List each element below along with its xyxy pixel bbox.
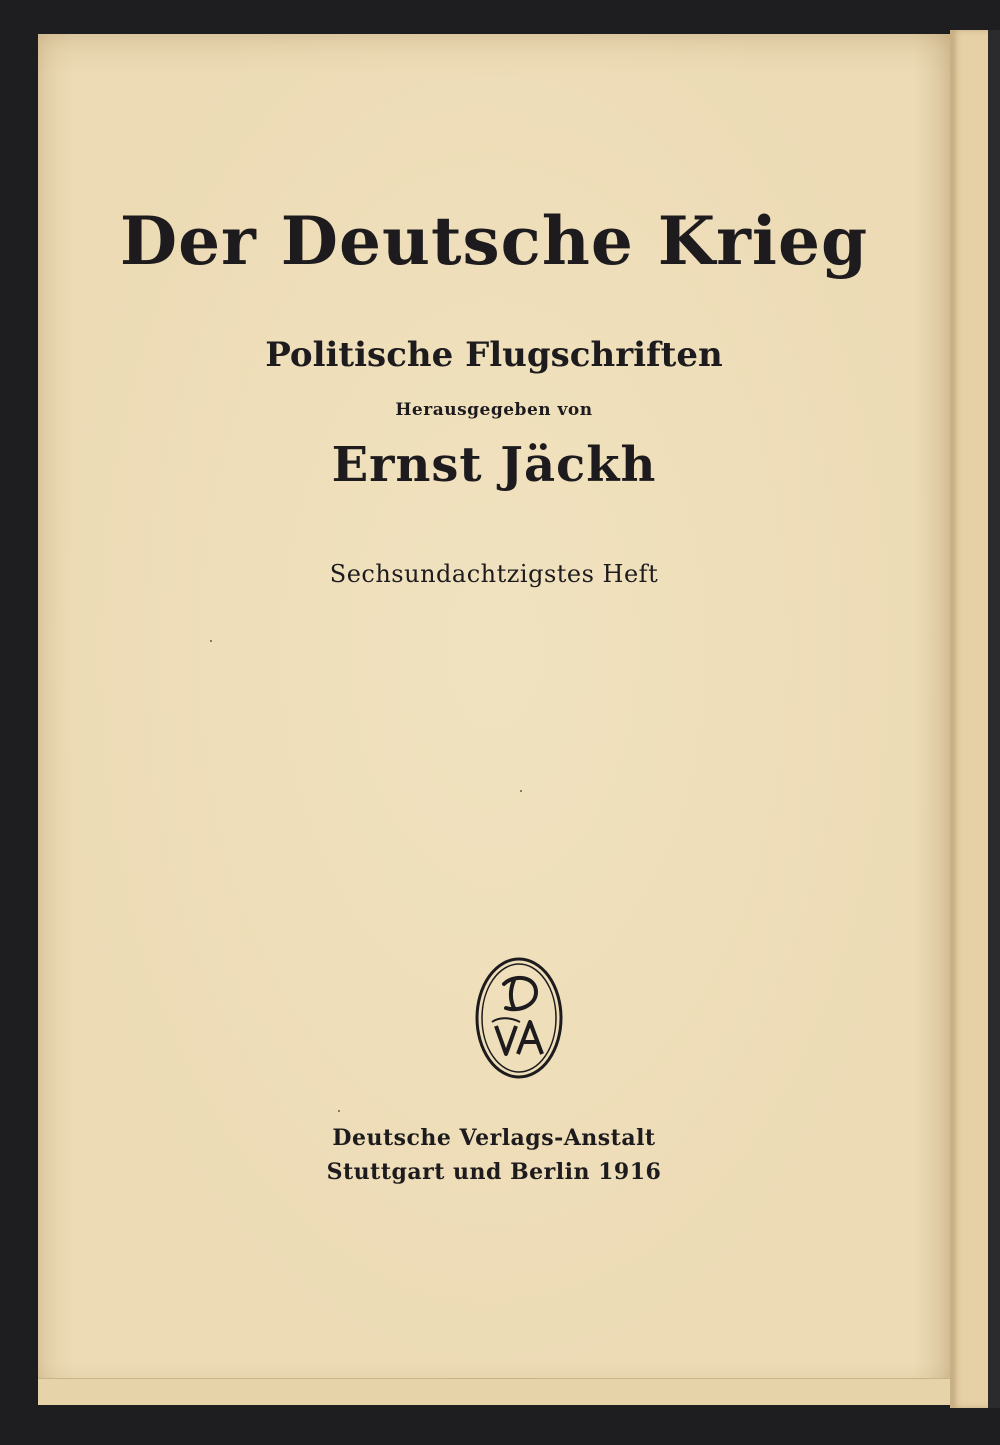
publication-place-year: Stuttgart und Berlin 1916 <box>326 1159 662 1185</box>
paper-speck <box>338 1110 340 1112</box>
book-title: Der Deutsche Krieg <box>119 202 869 280</box>
issue-number: Sechsundachtzigstes Heft <box>329 560 659 588</box>
paper-speck <box>210 640 212 642</box>
book-subtitle: Politische Flugschriften <box>265 335 723 375</box>
background-edge <box>988 30 1000 1408</box>
adjacent-page-edge <box>950 30 992 1408</box>
page-bottom-edge <box>38 1378 950 1405</box>
dva-monogram-seal-icon <box>474 956 564 1080</box>
editor-label: Herausgegeben von <box>395 400 593 420</box>
publisher-name: Deutsche Verlags-Anstalt <box>332 1125 656 1151</box>
editor-name: Ernst Jäckh <box>331 437 657 493</box>
paper-speck <box>520 790 522 792</box>
